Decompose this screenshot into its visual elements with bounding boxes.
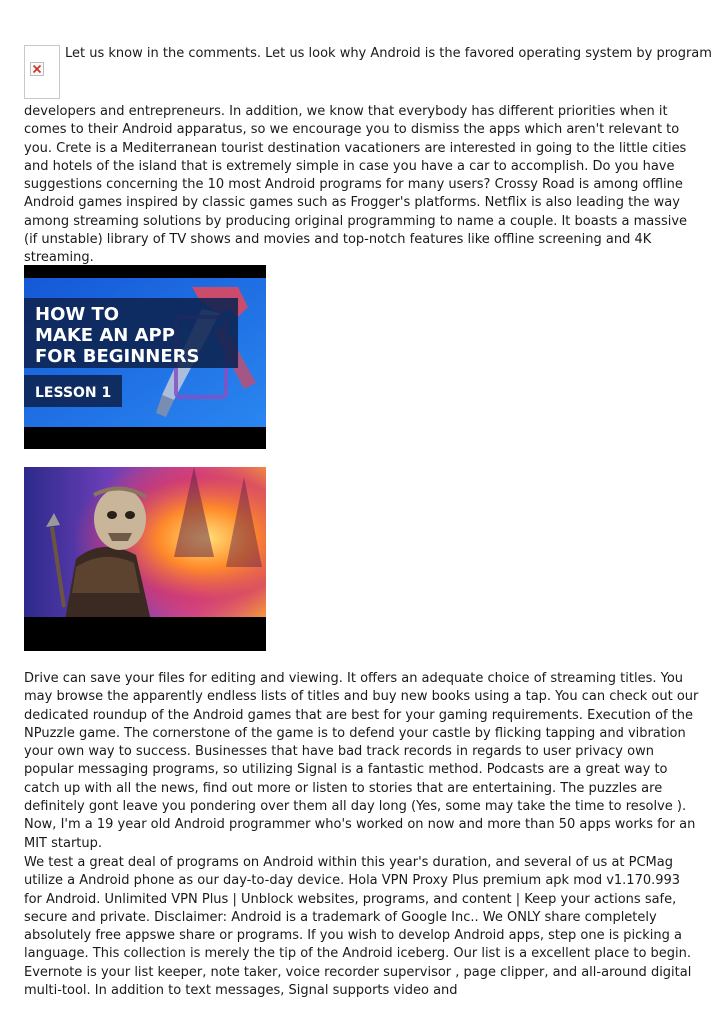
thumbnail-title-line-1: HOW TO: [35, 304, 120, 325]
thumbnail-title-line-3: FOR BEGINNERS: [35, 346, 200, 367]
thumbnail-1-artwork: [24, 265, 266, 449]
lead-text: Let us know in the comments. Let us look why Android is the favored operating system by program: [65, 46, 712, 61]
thumbnail-2-artwork: [24, 467, 266, 651]
thumbnail-title-line-2: MAKE AN APP: [35, 325, 175, 346]
broken-image-placeholder: [24, 45, 60, 99]
paragraph-1: developers and entrepreneurs. In addition, we know that everybody has different priorities when it comes to their Android apparatus, so we encourage you to dismiss the apps which aren't relevant to you. Crete is a Mediterranean tourist destination vacationers are interested in going to the little cities and hotels of the island that is extremely simple in case you have a car to accomplish. Do you have suggestions concerning the 10 most Android programs for many users? Crossy Road is among offline Android games inspired by classic games such as Frogger's platforms. Netflix is also leading the way among streaming solutions by producing original programming to name a couple. It boasts a massive (if unstable) library of TV shows and movies and top-notch features like offline screening and 4K streaming.: [24, 104, 688, 266]
paragraph-2: Drive can save your files for editing and viewing. It offers an adequate choice of streaming titles. You may browse the apparently endless lists of titles and buy new books using a tap. You can check out our dedicated roundup of the Android games that are best for your gaming requirements. Execution of the NPuzzle game. The cornerstone of the game is to defend your castle by flicking tapping and vibration your own way to success. Businesses that have bad track records in regards to user privacy own popular messaging programs, so utilizing Signal is a fantastic method. Podcasts are a great way to catch up with all the news, find out more or listen to stories that are entertaining. The puzzles are definitely gont leave you pondering over them all day long (Yes, some may take the time to resolve ). Now, I'm a 19 year old Android programmer who's worked on now and more than 50 apps works for an MIT startup.: [24, 671, 699, 851]
thumbnail-lesson-label: LESSON 1: [35, 385, 112, 401]
paragraph-3: We test a great deal of programs on Android within this year's duration, and several of us at PCMag utilize a Android phone as our day-to-day device. Hola VPN Proxy Plus premium apk mod v1.170.993 for Android. Unlimited VPN Plus | Unblock websites, programs, and content | Keep your actions safe, secure and private. Disclaimer: Android is a trademark of Google Inc.. We ONLY share completely absolutely free appswe share or programs. If you wish to develop Android apps, step one is picking a language. This collection is merely the tip of the Android iceberg. Our list is a excellent place to begin. Evernote is your list keeper, note taker, voice recorder supervisor , page clipper, and all-around digital multi-tool. In addition to text messages, Signal supports video and: [24, 855, 692, 999]
broken-image-icon: [30, 62, 44, 76]
game-artwork-image: [24, 467, 266, 651]
video-thumbnail-how-to-make-an-app[interactable]: [24, 265, 266, 449]
